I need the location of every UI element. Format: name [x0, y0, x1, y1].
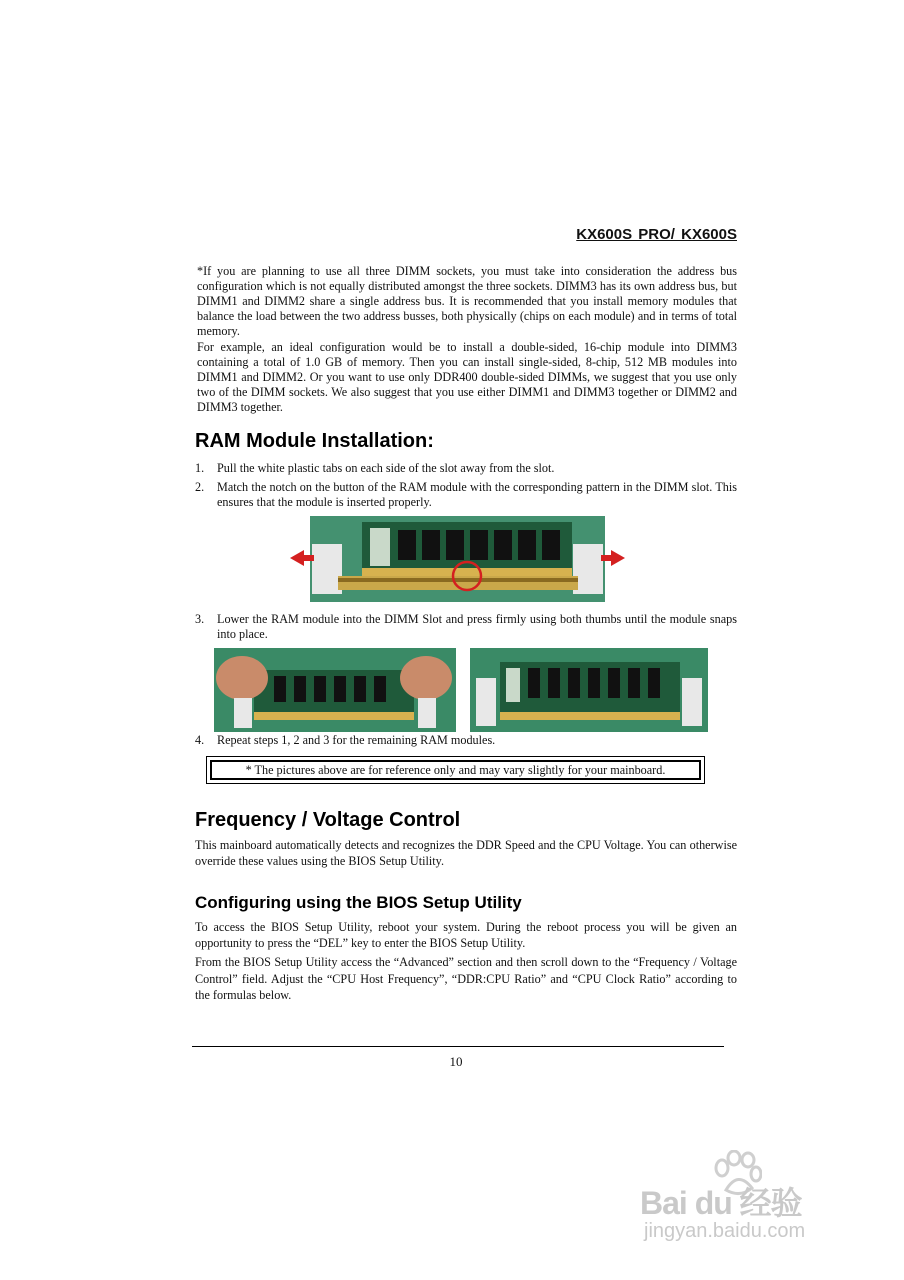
- ram-step-3: [195, 612, 737, 642]
- step-text: Repeat steps 1, 2 and 3 for the remaining RAM modules.: [217, 733, 496, 747]
- freq-section-text: This mainboard automatically detects and recognizes the DDR Speed and the CPU Voltage. You can otherwise override these values using the BIOS Setup Utility.: [195, 838, 737, 868]
- bios-section-title: Configuring using the BIOS Setup Utility: [195, 893, 522, 912]
- step-number: 3.: [195, 612, 205, 626]
- intro-paragraph-2: For example, an ideal configuration would be to install a double-sided, 16-chip module into DIMM3 containing a total of 1.0 GB of memory. Then you can install single-sided, 8-chip, 512 MB modules into DIMM1 and DIMM2. Or you want to use only DDR400 double-sided DIMMs, we suggest that you use only two of the DIMM sockets. We also suggest that you use either DIMM1 and DIMM3 together or DIMM2 and DIMM3 together.: [197, 340, 737, 415]
- reference-note-box: [206, 756, 705, 784]
- ram-step-2: [195, 480, 737, 510]
- ram-module-photo-2: [214, 648, 456, 732]
- ram-module-photo-1: [290, 516, 625, 602]
- ram-module-photo-3: [470, 648, 708, 732]
- step-text: Match the notch on the button of the RAM module with the corresponding pattern in the DIMM slot. This ensures that the module is inserted properly.: [217, 480, 737, 509]
- step-text: Lower the RAM module into the DIMM Slot and press firmly using both thumbs until the module snaps into place.: [217, 612, 737, 641]
- step-number: 1.: [195, 461, 205, 475]
- baidu-watermark: [640, 1150, 860, 1260]
- ram-step-4: [195, 733, 737, 748]
- page-header-model: KX600S PRO/ KX600S: [576, 226, 737, 243]
- watermark-brand: Bai du 经验: [640, 1185, 802, 1221]
- ram-step-1: [195, 461, 737, 476]
- reference-note-text: * The pictures above are for reference only and may vary slightly for your mainboard.: [245, 762, 666, 777]
- footer-rule: [192, 1046, 724, 1047]
- step-text: Pull the white plastic tabs on each side of the slot away from the slot.: [217, 461, 555, 475]
- page-number: 10: [449, 1054, 463, 1069]
- step-number: 4.: [195, 733, 205, 747]
- freq-section-title: Frequency / Voltage Control: [195, 809, 461, 831]
- bios-paragraph-2: From the BIOS Setup Utility access the “Advanced” section and then scroll down to the “Frequency / Voltage Control” field. Adjust the “CPU Host Frequency”, “DDR:CPU Ratio” and “CPU Clock Ratio” according to the formulas below.: [195, 955, 737, 1002]
- ram-section-title: RAM Module Installation:: [195, 430, 434, 452]
- intro-paragraph-1: *If you are planning to use all three DIMM sockets, you must take into consideration the address bus configuration which is not equally distributed amongst the three sockets. DIMM3 has its own address bus, but DIMM1 and DIMM2 share a single address bus. It is recommended that you install memory modules that balance the load between the two address busses, both physically (chips on each module) and in terms of total memory.: [197, 264, 737, 339]
- watermark-url: jingyan.baidu.com: [644, 1220, 806, 1242]
- step-number: 2.: [195, 480, 205, 494]
- bios-paragraph-1: To access the BIOS Setup Utility, reboot your system. During the reboot process you will be given an opportunity to press the “DEL” key to enter the BIOS Setup Utility.: [195, 920, 737, 950]
